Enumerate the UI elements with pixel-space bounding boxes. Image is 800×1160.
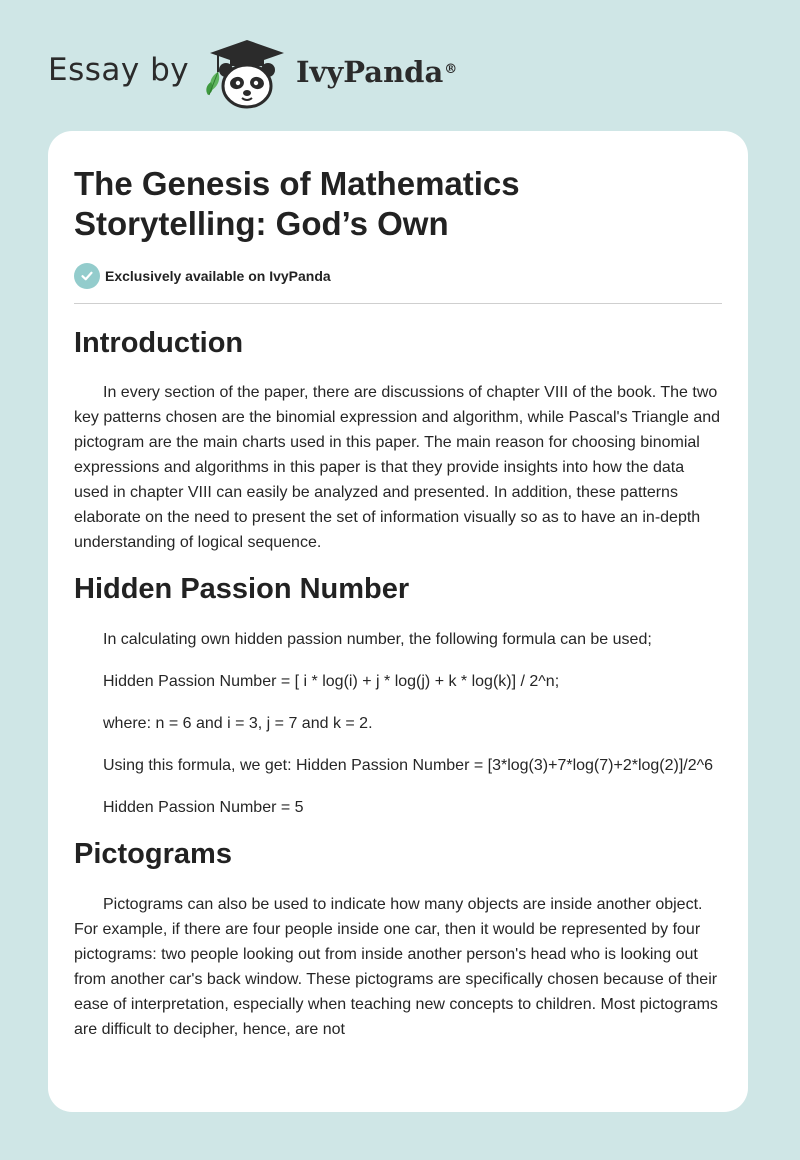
essay-content <box>74 309 722 1042</box>
exclusive-badge-text: Exclusively available on IvyPanda <box>105 268 331 284</box>
page-title: The Genesis of Mathematics Storytelling: God’s Own <box>74 165 520 242</box>
registered-mark: ® <box>444 62 458 77</box>
essay-by-label: Essay by <box>48 52 190 88</box>
essay-card <box>48 131 748 1112</box>
result-paragraph: Hidden Passion Number = 5 <box>103 799 304 816</box>
section-heading: Pictograms <box>74 838 232 870</box>
brand-logo-text[interactable] <box>296 54 457 90</box>
brand-name: IvyPanda <box>296 55 444 89</box>
formula-paragraph: Hidden Passion Number = [ i * log(i) + j * log(j) + k * log(k)] / 2^n; <box>103 673 560 690</box>
section-hidden-passion-number <box>74 571 722 820</box>
section-paragraph: In every section of the paper, there are discussions of chapter VIII of the book. The two key patterns chosen are the binomial expression and algorithm, while Pascal's Triangle and pictogram are the main charts used in this paper. The main reason for choosing binomial expressions and algorithms in this paper is that they provide insights into how the data used in chapter VIII can easily be analyzed and presented. In addition, these patterns elaborate on the need to present the set of information visually so as to have an in-depth understanding of logical sequence. <box>74 384 721 551</box>
section-pictograms <box>74 836 722 1042</box>
site-header <box>0 0 800 130</box>
exclusive-badge <box>74 263 331 289</box>
check-icon <box>74 263 100 289</box>
section-paragraph: In calculating own hidden passion number, the following formula can be used; <box>103 631 652 648</box>
panda-graduation-cap-icon[interactable] <box>202 38 292 110</box>
variables-paragraph: where: n = 6 and i = 3, j = 7 and k = 2. <box>103 715 373 732</box>
calculation-paragraph: Using this formula, we get: Hidden Passion Number = [3*log(3)+7*log(7)+2*log(2)]/2^6 <box>103 757 714 774</box>
section-paragraph: Pictograms can also be used to indicate how many objects are inside another object. For example, if there are four people inside one car, then it would be represented by four pictograms: two people looking out from inside another person's head who is looking out from another car's back window. These pictograms are specifically chosen because of their ease of interpretation, especially when teaching new concepts to children. Most pictograms are difficult to decipher, hence, are not <box>74 896 718 1038</box>
section-introduction <box>74 325 722 555</box>
section-heading: Hidden Passion Number <box>74 573 410 605</box>
title-divider <box>74 303 722 304</box>
section-heading: Introduction <box>74 327 244 359</box>
